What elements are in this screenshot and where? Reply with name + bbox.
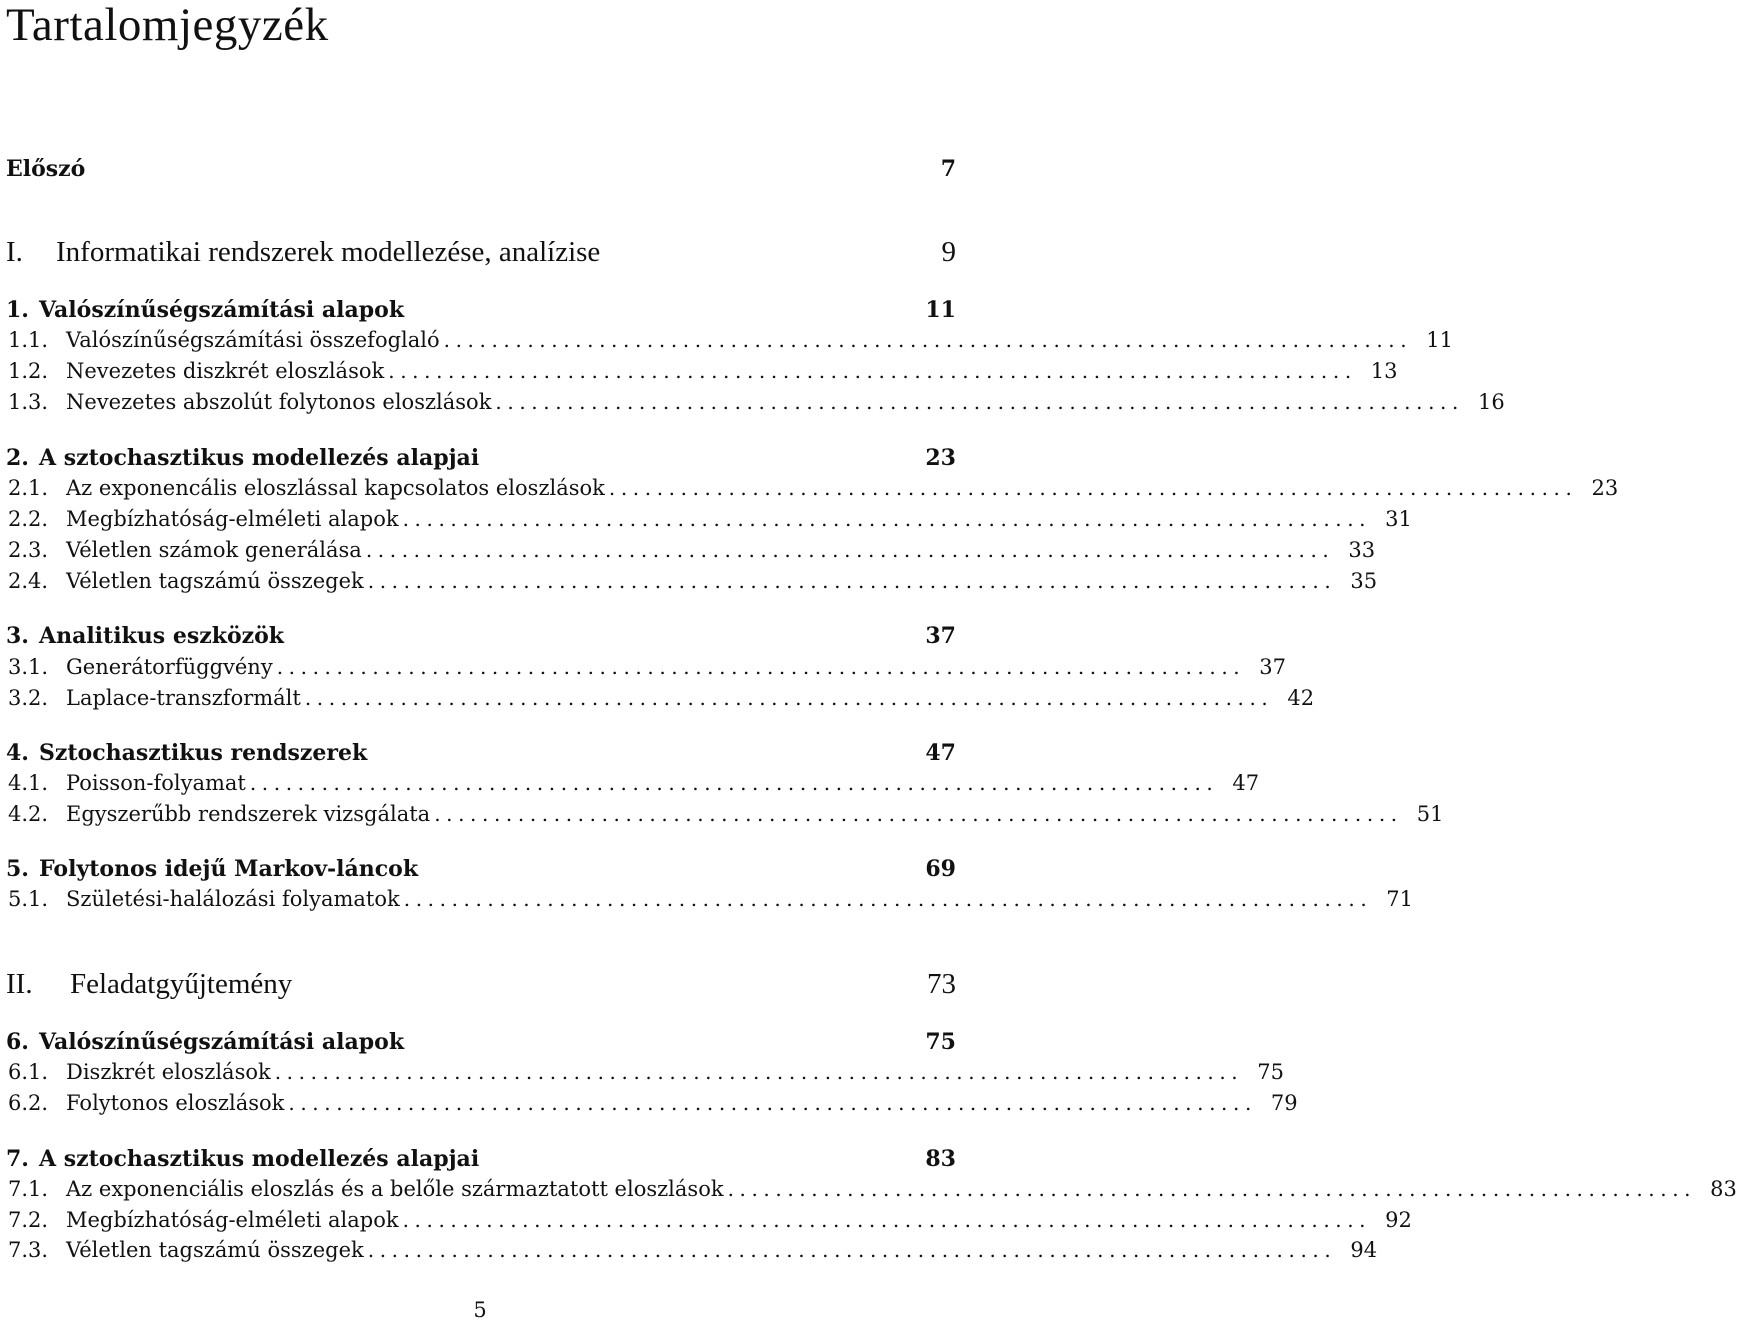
toc-section-number: 3.1. <box>8 655 49 679</box>
toc-chapter[interactable] <box>6 739 956 767</box>
toc-chapter-page: 75 <box>925 1029 956 1055</box>
toc-section-page: 83 <box>1710 1177 1737 1201</box>
toc-section-title: Véletlen tagszámú összegek <box>66 569 364 593</box>
toc-part-number: II. <box>6 968 33 1000</box>
toc-section-title: Nevezetes abszolút folytonos eloszlások <box>66 390 492 414</box>
toc-section-page: 71 <box>1386 887 1414 911</box>
toc-part-number: I. <box>6 236 23 268</box>
toc-section-number: 2.2. <box>8 507 49 531</box>
toc-entry-title: Előszó <box>6 156 86 182</box>
toc-chapter[interactable] <box>6 1028 956 1056</box>
toc-section-title: Poisson-folyamat <box>66 771 246 795</box>
toc-section[interactable] <box>6 1237 1378 1264</box>
toc-section-number: 7.1. <box>8 1177 49 1201</box>
toc-chapter-number: 3. <box>6 623 29 649</box>
toc-part-title: Informatikai rendszerek modellezése, analízise <box>56 236 601 268</box>
toc-section-page: 79 <box>1270 1091 1298 1115</box>
toc-section-number: 2.1. <box>8 476 49 500</box>
toc-section-title: Megbízhatóság-elméleti alapok <box>66 507 399 531</box>
toc-chapter-title: Sztochasztikus rendszerek <box>39 740 368 766</box>
toc-section-title: Folytonos eloszlások <box>66 1091 285 1115</box>
dot-leader: ................................................................................. <box>304 686 1274 710</box>
toc-section[interactable] <box>6 1176 1737 1203</box>
dot-leader: ................................................................................. <box>367 569 1337 593</box>
toc-chapter-page: 23 <box>925 445 956 471</box>
toc-chapter[interactable] <box>6 1145 956 1173</box>
toc-section-title: Véletlen számok generálása <box>66 538 362 562</box>
toc-section[interactable] <box>6 537 1376 564</box>
page-title: Tartalomjegyzék <box>6 0 329 51</box>
toc-section-title: Egyszerűbb rendszerek vizsgálata <box>66 802 431 826</box>
toc-section-page: 94 <box>1350 1238 1378 1262</box>
toc-section-page: 47 <box>1232 771 1260 795</box>
toc-chapter-number: 6. <box>6 1029 29 1055</box>
dot-leader: ................................................................................. <box>288 1091 1257 1115</box>
toc-chapter[interactable] <box>6 622 956 650</box>
toc-section-title: Nevezetes diszkrét eloszlások <box>66 359 385 383</box>
dot-leader: ................................................................................. <box>402 507 1372 531</box>
dot-leader: ................................................................................. <box>249 771 1219 795</box>
toc-section-page: 13 <box>1370 359 1398 383</box>
toc-section-page: 35 <box>1350 569 1378 593</box>
dot-leader: ................................................................................. <box>402 1208 1372 1232</box>
toc-section-title: Véletlen tagszámú összegek <box>66 1238 364 1262</box>
toc-section[interactable] <box>6 801 1444 828</box>
toc-chapter-page: 11 <box>925 297 956 323</box>
toc-section-page: 51 <box>1416 802 1444 826</box>
toc-chapter-page: 37 <box>925 623 956 649</box>
toc-section[interactable] <box>6 358 1398 385</box>
toc-section-title: Az exponenciális eloszlás és a belőle származtatott eloszlások <box>66 1177 724 1201</box>
toc-part[interactable] <box>6 235 956 269</box>
toc-section-number: 6.1. <box>8 1060 49 1084</box>
toc-section-page: 92 <box>1385 1208 1412 1232</box>
toc-section-title: Megbízhatóság-elméleti alapok <box>66 1208 399 1232</box>
toc-section[interactable] <box>6 1090 1298 1117</box>
dot-leader: ................................................................................. <box>403 887 1373 911</box>
toc-entry-preface[interactable] <box>6 155 956 183</box>
dot-leader: ................................................................................. <box>365 538 1335 562</box>
toc-chapter[interactable] <box>6 855 956 883</box>
toc-section-number: 1.1. <box>8 328 49 352</box>
toc-section[interactable] <box>6 770 1260 797</box>
toc-section-title: Laplace-transzformált <box>66 686 301 710</box>
toc-section-number: 6.2. <box>8 1091 49 1115</box>
toc-chapter-page: 83 <box>925 1146 956 1172</box>
toc-chapter-title: A sztochasztikus modellezés alapjai <box>39 445 480 471</box>
toc-section-number: 4.2. <box>8 802 49 826</box>
toc-chapter-title: Folytonos idejű Markov-láncok <box>39 856 419 882</box>
toc-section-title: Valószínűségszámítási összefoglaló <box>66 328 440 352</box>
toc-section-number: 5.1. <box>8 887 49 911</box>
toc-chapter-number: 2. <box>6 445 29 471</box>
toc-section-number: 2.4. <box>8 569 49 593</box>
toc-section-page: 75 <box>1257 1060 1285 1084</box>
toc-section-number: 1.3. <box>8 390 49 414</box>
toc-entry-page: 7 <box>940 156 956 182</box>
dot-leader: ................................................................................. <box>274 1060 1244 1084</box>
toc-section-title: Születési-halálozási folyamatok <box>66 887 400 911</box>
toc-chapter-number: 1. <box>6 297 29 323</box>
toc-chapter-number: 4. <box>6 740 29 766</box>
toc-section-number: 3.2. <box>8 686 49 710</box>
toc-section[interactable] <box>6 389 1505 416</box>
toc-section-number: 7.3. <box>8 1238 49 1262</box>
toc-section[interactable] <box>6 1059 1285 1086</box>
toc-section-page: 42 <box>1287 686 1315 710</box>
toc-section-title: Az exponencális eloszlással kapcsolatos eloszlások <box>66 476 605 500</box>
toc-section-title: Generátorfüggvény <box>66 655 273 679</box>
dot-leader: ................................................................................. <box>276 655 1246 679</box>
toc-section[interactable] <box>6 685 1315 712</box>
toc-chapter-title: Valószínűségszámítási alapok <box>39 1029 405 1055</box>
dot-leader: ................................................................................. <box>495 390 1464 414</box>
page-number: 5 <box>473 1298 487 1322</box>
toc-chapter-title: Valószínűségszámítási alapok <box>39 297 405 323</box>
toc-section[interactable] <box>6 475 1619 502</box>
toc-chapter-title: A sztochasztikus modellezés alapjai <box>39 1146 480 1172</box>
toc-chapter-number: 7. <box>6 1146 29 1172</box>
toc-section[interactable] <box>6 327 1453 354</box>
dot-leader: ................................................................................. <box>388 359 1357 383</box>
toc-chapter-title: Analitikus eszközök <box>39 623 285 649</box>
dot-leader: ................................................................................. <box>727 1177 1697 1201</box>
toc-section-number: 4.1. <box>8 771 49 795</box>
toc-section-page: 37 <box>1259 655 1286 679</box>
toc-section[interactable] <box>6 886 1414 913</box>
toc-chapter-number: 5. <box>6 856 29 882</box>
toc-section-page: 31 <box>1385 507 1412 531</box>
toc-section-page: 33 <box>1348 538 1376 562</box>
dot-leader: ................................................................................. <box>443 328 1413 352</box>
toc-section-page: 23 <box>1591 476 1619 500</box>
toc-section[interactable] <box>6 506 1412 533</box>
dot-leader: ................................................................................. <box>367 1238 1337 1262</box>
toc-section[interactable] <box>6 568 1378 595</box>
toc-section-number: 7.2. <box>8 1208 49 1232</box>
toc-section[interactable] <box>6 1207 1412 1234</box>
toc-part-page: 73 <box>927 968 956 1000</box>
toc-section-page: 16 <box>1477 390 1505 414</box>
toc-section-page: 11 <box>1426 328 1453 352</box>
toc-chapter-page: 47 <box>925 740 956 766</box>
toc-chapter-page: 69 <box>925 856 956 882</box>
toc-section-title: Diszkrét eloszlások <box>66 1060 271 1084</box>
toc-section-number: 2.3. <box>8 538 49 562</box>
dot-leader: ................................................................................. <box>608 476 1578 500</box>
toc-part-page: 9 <box>941 236 956 268</box>
toc-part[interactable] <box>6 967 956 1001</box>
toc-section-number: 1.2. <box>8 359 49 383</box>
toc-chapter[interactable] <box>6 296 956 324</box>
toc-part-title: Feladatgyűjtemény <box>70 968 293 1000</box>
toc-chapter[interactable] <box>6 444 956 472</box>
dot-leader: ................................................................................. <box>434 802 1403 826</box>
toc-section[interactable] <box>6 654 1286 681</box>
